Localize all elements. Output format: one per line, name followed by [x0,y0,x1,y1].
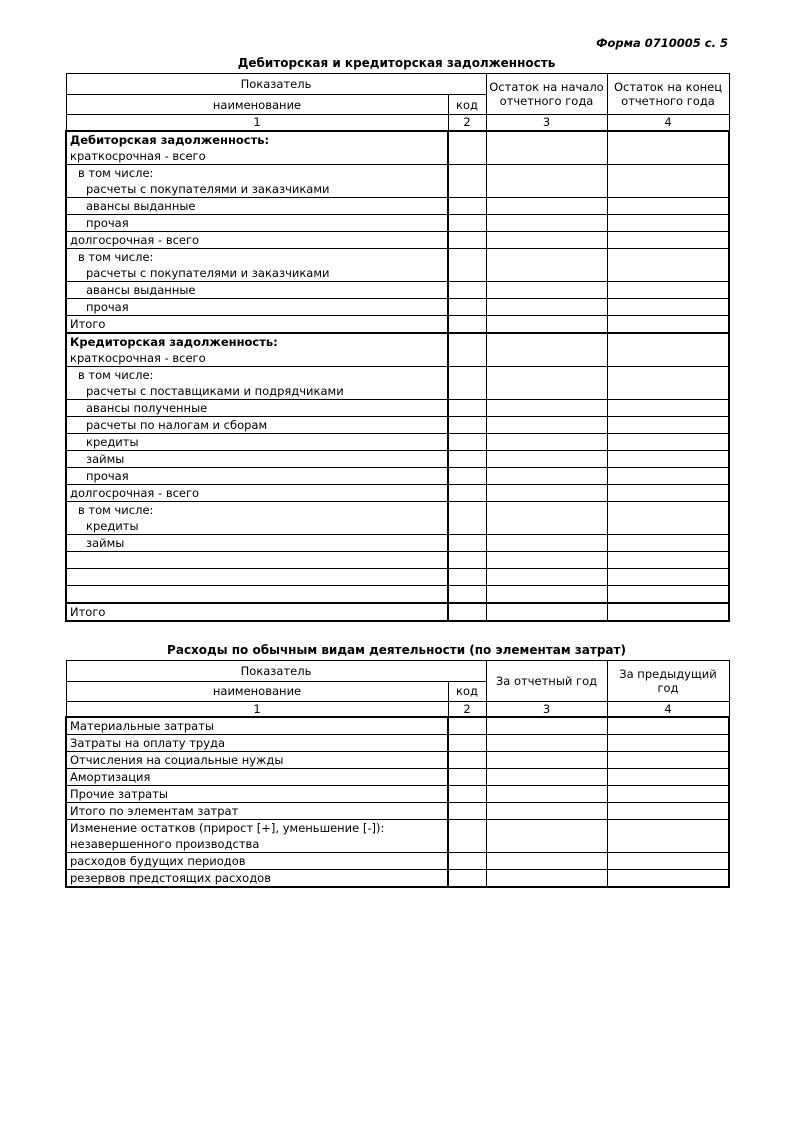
code-cell [448,803,486,820]
table-row [66,803,729,820]
row-label-line: краткосрочная - всего [70,350,206,365]
header-col3: Остаток на начало отчетного года [486,74,607,115]
row-label-line: Итого по элементам затрат [70,804,239,818]
value-start-cell [486,131,607,165]
row-label-cell [66,735,448,752]
row-label-cell [66,786,448,803]
table-row [66,585,729,603]
header-name: наименование [66,95,448,115]
code-cell [448,467,486,484]
code-cell [448,717,486,735]
code-cell [448,853,486,870]
value-start-cell [486,717,607,735]
table2-title: Расходы по обычным видам деятельности (по элементам затрат) [167,642,626,657]
receivables-payables-table [65,73,730,622]
value-end-cell [607,315,729,333]
table2-body [66,717,729,887]
row-label-line: в том числе: [78,165,154,180]
code-cell [448,131,486,165]
value-start-cell [486,231,607,248]
value-end-cell [607,786,729,803]
row-label-cell [66,333,448,367]
table-row [66,131,729,165]
value-end-cell [607,399,729,416]
code-cell [448,450,486,467]
row-label-cell [66,820,448,853]
code-cell [448,433,486,450]
value-start-cell [486,366,607,399]
code-cell [448,197,486,214]
value-start-cell [486,803,607,820]
row-label-cell [66,568,448,585]
table-row [66,735,729,752]
row-label-line: краткосрочная - всего [70,148,206,163]
row-label-cell [66,484,448,501]
value-end-cell [607,551,729,568]
code-cell [448,735,486,752]
value-start-cell [486,551,607,568]
form-number: Форма 0710005 с. 5 [596,36,728,50]
value-end-cell [607,433,729,450]
row-label-cell [66,131,448,165]
header-col4: Остаток на конец отчетного года [607,74,729,115]
row-label-line: Изменение остатков (прирост [+], уменьшение [-]): [70,821,385,835]
value-end-cell [607,467,729,484]
table-row [66,870,729,888]
row-label-cell [66,585,448,603]
row-label-cell [66,197,448,214]
value-start-cell [486,484,607,501]
value-start-cell [486,752,607,769]
value-start-cell [486,853,607,870]
table-row [66,534,729,551]
row-label-line: Затраты на оплату труда [70,736,226,750]
row-label-line: Дебиторская задолженность: [70,132,270,147]
row-label-line: резервов предстоящих расходов [70,871,271,885]
code-cell [448,501,486,534]
row-label-line: кредиты [86,434,139,449]
row-label-cell [66,214,448,231]
value-start-cell [486,534,607,551]
value-start-cell [486,467,607,484]
value-start-cell [486,603,607,621]
value-end-cell [607,870,729,888]
code-cell [448,214,486,231]
value-start-cell [486,786,607,803]
row-label-line: Отчисления на социальные нужды [70,753,284,767]
row-label-cell [66,164,448,197]
row-label-line [67,569,447,585]
row-label-line [67,552,447,568]
header-col3: За отчетный год [486,660,607,701]
row-label-line: прочая [86,215,129,230]
table-row [66,433,729,450]
code-cell [448,603,486,621]
value-end-cell [607,214,729,231]
table-row [66,281,729,298]
value-end-cell [607,803,729,820]
value-end-cell [607,735,729,752]
table-row [66,197,729,214]
table1-header [66,74,729,131]
value-start-cell [486,501,607,534]
row-label-cell [66,248,448,281]
table-row [66,399,729,416]
table-row [66,820,729,853]
value-start-cell [486,769,607,786]
code-cell [448,231,486,248]
code-cell [448,534,486,551]
table-row [66,248,729,281]
header-col4: За предыдущий год [607,660,729,701]
value-end-cell [607,585,729,603]
value-end-cell [607,501,729,534]
value-end-cell [607,769,729,786]
row-label-cell [66,870,448,888]
value-start-cell [486,820,607,853]
value-start-cell [486,416,607,433]
value-start-cell [486,585,607,603]
code-cell [448,164,486,197]
row-label-cell [66,752,448,769]
row-label-cell [66,231,448,248]
row-label-line: долгосрочная - всего [70,485,200,500]
value-end-cell [607,820,729,853]
code-cell [448,568,486,585]
header-col-number: 3 [486,701,607,717]
row-label-line: Итого [70,604,106,619]
row-label-line: расчеты с покупателями и заказчиками [86,265,330,280]
header-col-number: 1 [66,701,448,717]
row-label-cell [66,298,448,315]
row-label-line: Прочие затраты [70,787,168,801]
value-start-cell [486,197,607,214]
row-label-line [67,586,447,602]
header-col-number: 4 [607,701,729,717]
value-start-cell [486,298,607,315]
code-cell [448,786,486,803]
code-cell [448,333,486,367]
value-start-cell [486,281,607,298]
table-row [66,603,729,621]
value-end-cell [607,603,729,621]
value-end-cell [607,534,729,551]
value-end-cell [607,281,729,298]
value-start-cell [486,568,607,585]
row-label-cell [66,399,448,416]
value-end-cell [607,366,729,399]
row-label-line: прочая [86,468,129,483]
row-label-cell [66,315,448,333]
table-row [66,853,729,870]
row-label-line: расходов будущих периодов [70,854,246,868]
header-name: наименование [66,681,448,701]
table-row [66,568,729,585]
value-start-cell [486,214,607,231]
row-label-line: прочая [86,299,129,314]
code-cell [448,399,486,416]
table-row [66,366,729,399]
row-label-line: авансы выданные [86,282,196,297]
row-label-line: незавершенного производства [70,837,260,851]
value-start-cell [486,735,607,752]
value-end-cell [607,484,729,501]
row-label-line: в том числе: [78,502,154,517]
row-label-cell [66,467,448,484]
code-cell [448,484,486,501]
code-cell [448,551,486,568]
row-label-line: Материальные затраты [70,719,215,733]
code-cell [448,585,486,603]
value-end-cell [607,298,729,315]
row-label-line: авансы выданные [86,198,196,213]
row-label-cell [66,433,448,450]
row-label-line: кредиты [86,518,139,533]
expenses-table [65,660,730,889]
row-label-line: расчеты с покупателями и заказчиками [86,181,330,196]
value-end-cell [607,568,729,585]
table-row [66,484,729,501]
code-cell [448,769,486,786]
row-label-cell [66,769,448,786]
value-end-cell [607,231,729,248]
table-row [66,315,729,333]
row-label-line: Кредиторская задолженность: [70,334,278,349]
table-row [66,231,729,248]
row-label-line: Амортизация [70,770,151,784]
row-label-line: в том числе: [78,249,154,264]
header-code: код [448,681,486,701]
row-label-line: займы [86,535,125,550]
value-start-cell [486,248,607,281]
row-label-cell [66,450,448,467]
header-indicator: Показатель [66,660,486,681]
row-label-cell [66,416,448,433]
code-cell [448,315,486,333]
table-row [66,752,729,769]
value-end-cell [607,164,729,197]
value-end-cell [607,416,729,433]
value-end-cell [607,853,729,870]
table-row [66,164,729,197]
row-label-cell [66,551,448,568]
value-end-cell [607,197,729,214]
header-indicator: Показатель [66,74,486,95]
code-cell [448,870,486,888]
value-end-cell [607,752,729,769]
table-row [66,786,729,803]
row-label-line: Итого [70,316,106,331]
value-start-cell [486,450,607,467]
table-row [66,551,729,568]
table-row [66,450,729,467]
table-row [66,333,729,367]
code-cell [448,366,486,399]
row-label-line: в том числе: [78,367,154,382]
row-label-cell [66,534,448,551]
table1-body [66,131,729,621]
value-start-cell [486,164,607,197]
row-label-cell [66,366,448,399]
value-start-cell [486,333,607,367]
code-cell [448,281,486,298]
row-label-cell [66,603,448,621]
row-label-line: долгосрочная - всего [70,232,200,247]
table2-header [66,660,729,717]
header-col-number: 4 [607,115,729,131]
code-cell [448,298,486,315]
row-label-cell [66,501,448,534]
row-label-line: авансы полученные [86,400,208,415]
value-end-cell [607,450,729,467]
value-start-cell [486,315,607,333]
row-label-line: расчеты с поставщиками и подрядчиками [86,383,344,398]
header-code: код [448,95,486,115]
value-end-cell [607,248,729,281]
code-cell [448,416,486,433]
table-row [66,298,729,315]
code-cell [448,820,486,853]
table-row [66,769,729,786]
table-row [66,467,729,484]
header-col-number: 2 [448,115,486,131]
value-start-cell [486,870,607,888]
row-label-cell [66,281,448,298]
table-row [66,717,729,735]
value-start-cell [486,399,607,416]
header-col-number: 2 [448,701,486,717]
value-end-cell [607,131,729,165]
code-cell [448,248,486,281]
header-col-number: 3 [486,115,607,131]
table-row [66,416,729,433]
value-end-cell [607,333,729,367]
row-label-line: расчеты по налогам и сборам [86,417,268,432]
value-start-cell [486,433,607,450]
row-label-cell [66,803,448,820]
row-label-cell [66,717,448,735]
table-row [66,214,729,231]
table-row [66,501,729,534]
code-cell [448,752,486,769]
row-label-line: займы [86,451,125,466]
value-end-cell [607,717,729,735]
header-col-number: 1 [66,115,448,131]
table1-title: Дебиторская и кредиторская задолженность [237,56,556,70]
row-label-cell [66,853,448,870]
